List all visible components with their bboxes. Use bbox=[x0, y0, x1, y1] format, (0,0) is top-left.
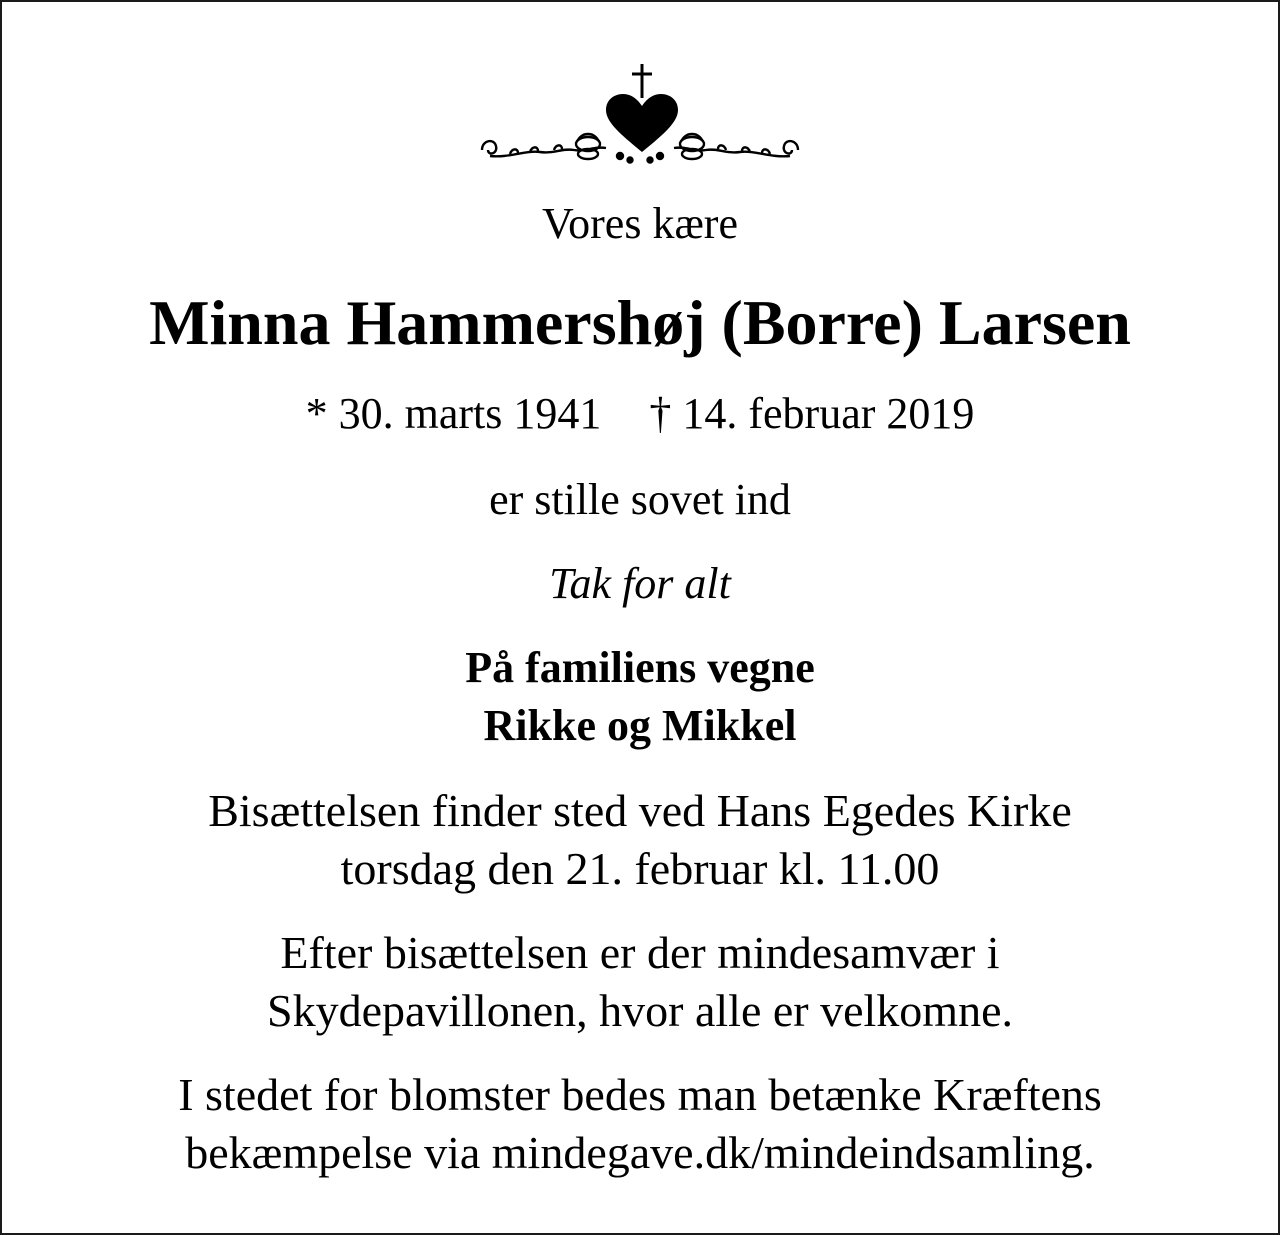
family-line-1: På familiens vegne bbox=[465, 643, 815, 692]
cross-heart-flourish-icon bbox=[470, 60, 810, 170]
intro-text: Vores kære bbox=[542, 199, 738, 248]
gathering-line-1: Efter bisættelsen er der mindesamvær i bbox=[280, 927, 1000, 978]
death-date: † 14. februar 2019 bbox=[649, 389, 975, 438]
funeral-line-2: torsdag den 21. februar kl. 11.00 bbox=[340, 843, 940, 894]
flourish-left-icon bbox=[482, 134, 633, 163]
birth-date: * 30. marts 1941 bbox=[305, 389, 602, 438]
life-dates bbox=[0, 388, 1280, 439]
deceased-name: Minna Hammershøj (Borre) Larsen bbox=[149, 287, 1131, 358]
family-line-2: Rikke og Mikkel bbox=[483, 701, 797, 750]
passed-text: er stille sovet ind bbox=[489, 475, 791, 524]
donation-line-2: bekæmpelse via mindegave.dk/mindeindsamling. bbox=[185, 1127, 1095, 1178]
flourish-right-icon bbox=[648, 134, 799, 163]
donation-line-1: I stedet for blomster bedes man betænke Kræftens bbox=[178, 1069, 1102, 1120]
gathering-line-2: Skydepavillonen, hvor alle er velkomne. bbox=[266, 985, 1014, 1036]
funeral-line-1: Bisættelsen finder sted ved Hans Egedes Kirke bbox=[208, 785, 1072, 836]
cross-icon bbox=[632, 64, 652, 98]
thanks-text: Tak for alt bbox=[549, 559, 731, 608]
heart-icon bbox=[606, 94, 678, 152]
